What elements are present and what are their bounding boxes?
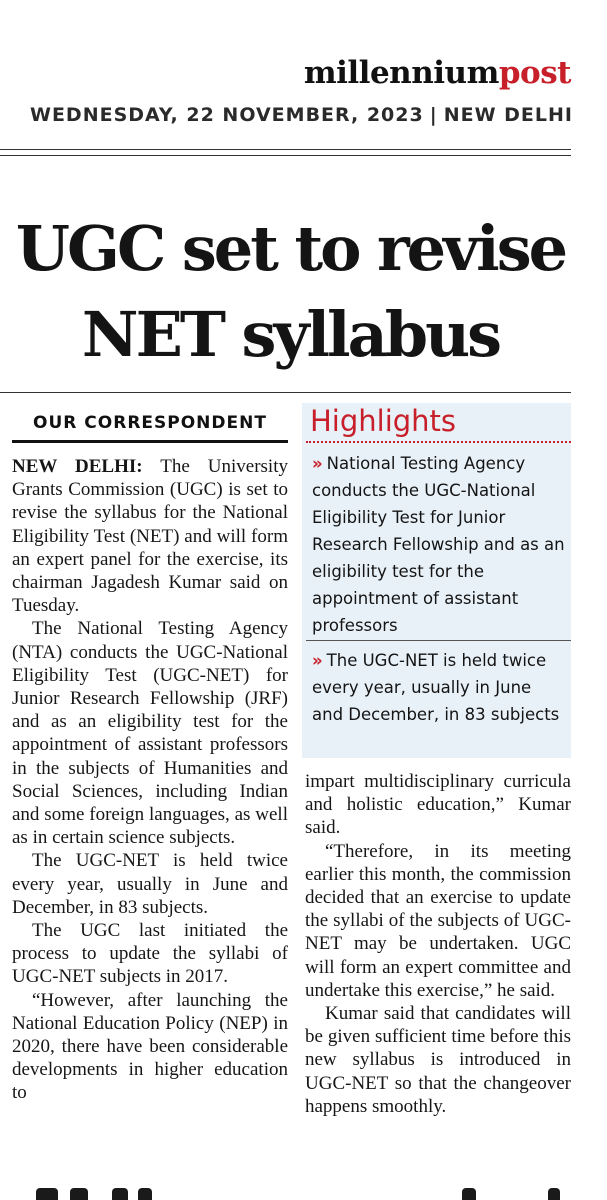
- brand-millennium: millennium: [303, 55, 499, 91]
- paragraph-3: The UGC-NET is held twice every year, usually in June and December, in 83 subjects.: [12, 850, 288, 918]
- chevron-right-icon: »: [312, 651, 323, 670]
- dateline: [30, 104, 571, 126]
- byline: OUR CORRESPONDENT: [12, 406, 288, 443]
- article-column-2: [305, 770, 571, 1118]
- masthead-brand: [303, 55, 571, 91]
- paragraph-7: “Therefore, in its meeting earlier this month, the commission decided that an exercise to update the syllabi of the subjects of UGC-NET may be undertaken. UGC will form an expert committee and undertake this exercise,” he said.: [305, 840, 571, 1001]
- dateline-location: NEW DELHI:: [12, 456, 143, 477]
- paragraph-5: “However, after launching the National Education Policy (NEP) in 2020, there have been considerable developments in higher education to: [12, 989, 288, 1104]
- paragraph-4: The UGC last initiated the process to update the syllabi of UGC-NET subjects in 2017.: [12, 920, 288, 988]
- highlights-dotted-rule: [306, 441, 571, 443]
- article-column-1: [12, 455, 288, 1105]
- headline-rule: [0, 392, 571, 393]
- paragraph-6: impart multidisciplinary curricula and holistic education,” Kumar said.: [305, 771, 571, 839]
- masthead-rule-2: [0, 155, 571, 156]
- next-article-cutoff: [0, 1188, 607, 1200]
- paragraph-2: The National Testing Agency (NTA) conducts the UGC-National Eligibility Test (UGC-NET) for Junior Research Fellowship (JRF) and as an eligibility test for the appointment of assistant professors in the subjects of Humanities and Social Sciences, including Indian and some foreign languages, as well as in certain science subjects.: [12, 618, 288, 849]
- chevron-right-icon: »: [312, 454, 323, 473]
- paragraph-8: Kumar said that candidates will be given sufficient time before this new syllabus is introduced in UGC-NET so that the changeover happens smoothly.: [305, 1003, 571, 1117]
- highlight-item: [312, 647, 567, 728]
- headline-line-1: UGC set to revise: [15, 212, 566, 285]
- highlights-title: Highlights: [310, 404, 457, 438]
- paragraph-1: [12, 455, 288, 617]
- dateline-separator: |: [429, 104, 438, 126]
- edition-city: NEW DELHI: [443, 104, 573, 126]
- highlight-item: [312, 450, 567, 639]
- headline-line-2: NET syllabus: [81, 298, 500, 371]
- highlight-text-1: National Testing Agency conducts the UGC-National Eligibility Test for Junior Research Fellowship and as an eligibility test for the appointment of assistant professors: [312, 454, 565, 635]
- highlights-separator: [306, 640, 571, 641]
- headline: [10, 206, 571, 378]
- masthead-rule-1: [0, 149, 571, 150]
- highlight-text-2: The UGC-NET is held twice every year, usually in June and December, in 83 subjects: [312, 651, 560, 724]
- issue-date: WEDNESDAY, 22 NOVEMBER, 2023: [30, 104, 424, 126]
- brand-post: post: [498, 55, 571, 91]
- paragraph-1-text: The University Grants Commission (UGC) is set to revise the syllabus for the National Eligibility Test (NET) and will form an expert panel for the exercise, its chairman Jagadesh Kumar said on Tuesday.: [12, 456, 288, 617]
